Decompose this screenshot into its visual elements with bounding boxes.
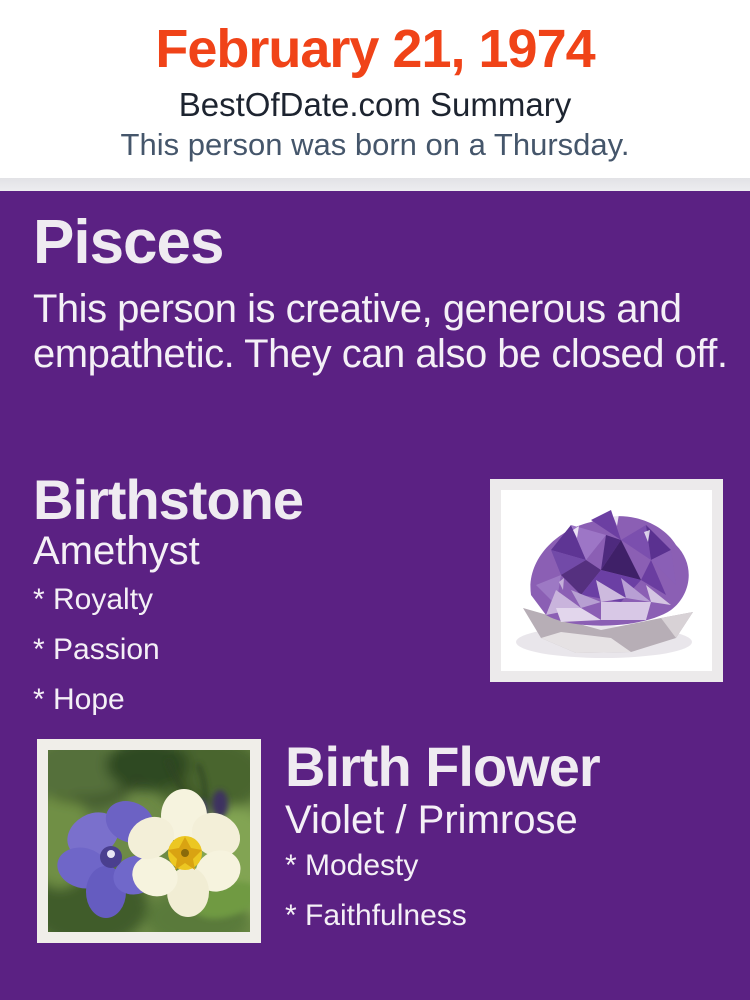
amethyst-crystal-illustration [501,490,712,671]
amethyst-photo [490,479,723,682]
birth-flower-trait-list [285,849,467,949]
born-on-line: This person was born on a Thursday. [120,127,630,162]
purple-panel [0,191,750,1000]
violet-primrose-photo [37,739,261,943]
zodiac-description: This person is creative, generous and empathetic. They can also be closed off. [33,287,728,376]
birthstone-heading: Birthstone [33,468,303,531]
zodiac-heading: Pisces [33,208,224,277]
birthstone-trait-list [33,583,160,733]
site-summary-title: BestOfDate.com Summary [178,86,572,123]
date-title: February 21, 1974 [155,19,595,79]
birth-flower-trait: * Modesty [285,849,419,882]
birthstone-trait: * Royalty [33,583,154,616]
header-divider [0,178,750,191]
birthstone-name: Amethyst [33,529,200,573]
birth-flower-heading: Birth Flower [285,735,600,798]
violet-primrose-illustration [48,750,250,932]
birth-flower-name: Violet / Primrose [285,798,578,842]
birth-flower-trait: * Faithfulness [285,899,467,932]
birthstone-trait: * Passion [33,633,160,666]
birthstone-trait: * Hope [33,683,125,716]
